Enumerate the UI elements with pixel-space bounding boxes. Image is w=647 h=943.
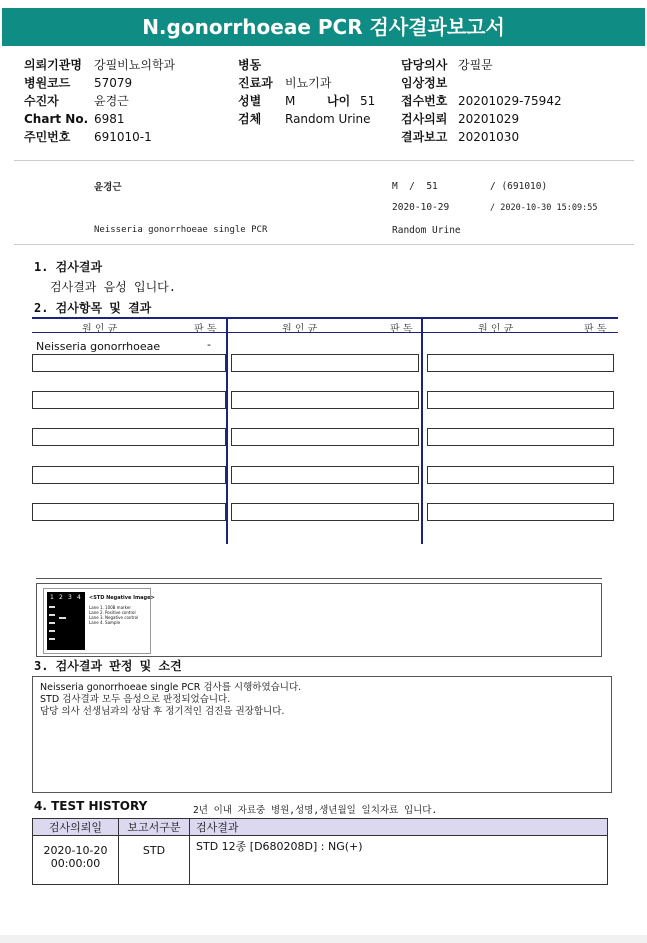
result-cell xyxy=(32,391,226,409)
opinion-line: Neisseria gonorrhoeae single PCR 검사를 시행하였습니다. xyxy=(40,682,302,693)
value-sex: M xyxy=(285,94,296,108)
section1-result: 검사결과 음성 입니다. xyxy=(50,280,177,294)
value-report-date: 20201030 xyxy=(458,130,520,144)
opinion-line: STD 검사결과 모두 음성으로 판정되었습니다. xyxy=(40,694,231,705)
patient-report-time: / 2020-10-30 15:09:55 xyxy=(490,203,598,213)
result-cell xyxy=(427,391,614,409)
label-ward: 병동 xyxy=(238,58,262,72)
patient-name: 윤경근 xyxy=(94,182,122,193)
col-judge-2: 판 독 xyxy=(390,324,413,335)
col-organism-3: 원 인 균 xyxy=(478,324,514,335)
value-hospital-code: 57079 xyxy=(94,76,133,90)
result-cell xyxy=(231,428,419,446)
value-receipt-no: 20201029-75942 xyxy=(458,94,562,108)
result-organism: Neisseria gonorrhoeae xyxy=(36,340,161,353)
gel-band xyxy=(49,638,55,640)
table-divider-1 xyxy=(226,318,228,544)
label-sex: 성별 xyxy=(238,94,262,108)
gel-band xyxy=(59,617,66,619)
opinion-line: 담당 의사 선생님과의 상담 후 정기적인 검진을 권장합니다. xyxy=(40,706,285,717)
report-title: N.gonorrhoeae PCR 검사결과보고서 xyxy=(2,8,645,46)
value-department: 비뇨기과 xyxy=(285,76,332,90)
section1-title: 1. 검사결과 xyxy=(34,260,103,274)
patient-date: 2020-10-29 xyxy=(392,202,450,213)
value-patient: 윤경근 xyxy=(94,94,129,108)
result-cell xyxy=(427,503,614,521)
history-header-type: 보고서구분 xyxy=(119,819,190,836)
history-table xyxy=(32,818,608,885)
result-cell xyxy=(231,391,419,409)
lane-number: 2 xyxy=(59,594,63,601)
gel-band xyxy=(49,606,55,608)
patient-test: Neisseria gonorrhoeae single PCR xyxy=(94,225,268,235)
header-divider xyxy=(14,160,634,161)
value-requesting-clinic: 강필비뇨의학과 xyxy=(94,58,176,72)
table-row xyxy=(33,836,608,885)
gel-title: <STD Negative Image> xyxy=(89,595,155,601)
gel-legend-item: Lane 3. Negative control xyxy=(89,615,139,620)
label-department: 진료과 xyxy=(238,76,273,90)
result-cell xyxy=(32,354,226,372)
gel-image-frame xyxy=(36,583,602,657)
section2-title: 2. 검사항목 및 결과 xyxy=(34,301,152,315)
label-chart-no: Chart No. xyxy=(24,112,89,126)
history-note: 2년 이내 자료중 병원,성명,생년월일 일치자료 입니다. xyxy=(193,805,438,816)
result-cell xyxy=(427,466,614,484)
result-cell xyxy=(231,466,419,484)
label-resident-no: 주민번호 xyxy=(24,130,71,144)
result-cell xyxy=(32,466,226,484)
image-top-rule xyxy=(36,578,602,579)
value-age: 51 xyxy=(360,94,376,108)
value-request-date: 20201029 xyxy=(458,112,520,126)
patient-specimen: Random Urine xyxy=(392,225,461,236)
gel-legend-item: Lane 1. 100B marker xyxy=(89,605,131,610)
value-doctor: 강필문 xyxy=(458,58,493,72)
label-clinical-info: 임상정보 xyxy=(401,76,448,90)
col-organism-1: 원 인 균 xyxy=(82,324,118,335)
patient-birth: / (691010) xyxy=(490,181,548,192)
table-divider-2 xyxy=(421,318,423,544)
table-header-rule xyxy=(32,332,618,333)
header-col2 xyxy=(238,56,375,128)
label-specimen: 검체 xyxy=(238,112,262,126)
result-cell xyxy=(231,354,419,372)
history-date: 2020-10-20 xyxy=(43,844,108,857)
value-resident-no: 691010-1 xyxy=(94,130,152,144)
lane-number: 4 xyxy=(77,594,81,601)
gel-band xyxy=(49,622,55,624)
opinion-box xyxy=(32,676,612,793)
patient-divider xyxy=(14,244,634,245)
history-header-result: 검사결과 xyxy=(190,819,608,836)
history-time: 00:00:00 xyxy=(50,857,101,870)
section3-title: 3. 검사결과 판정 및 소견 xyxy=(34,659,182,673)
section4-title: 4. TEST HISTORY xyxy=(34,799,148,813)
gel-legend-item: Lane 4. Sample xyxy=(89,620,121,625)
label-report-date: 결과보고 xyxy=(401,130,448,144)
history-date-cell xyxy=(33,836,119,885)
label-hospital-code: 병원코드 xyxy=(24,76,71,90)
history-type: STD xyxy=(119,836,190,885)
gel-band xyxy=(49,630,55,632)
col-judge-3: 판 독 xyxy=(584,324,607,335)
history-header-date: 검사의뢰일 xyxy=(33,819,119,836)
gel-band xyxy=(49,614,55,616)
result-value: - xyxy=(207,338,211,351)
label-receipt-no: 접수번호 xyxy=(401,94,448,108)
table-top-rule xyxy=(32,317,618,319)
lane-number: 1 xyxy=(50,594,54,601)
header-col1 xyxy=(24,56,175,146)
col-organism-2: 원 인 균 xyxy=(282,324,318,335)
col-judge-1: 판 독 xyxy=(194,324,217,335)
result-cell xyxy=(231,503,419,521)
result-cell xyxy=(427,354,614,372)
history-result: STD 12종 [D680208D] : NG(+) xyxy=(190,836,608,885)
gel-lanes xyxy=(47,592,85,650)
header-col3 xyxy=(401,56,562,146)
patient-sex-age: M / 51 xyxy=(392,181,438,192)
value-chart-no: 6981 xyxy=(94,112,125,126)
label-doctor: 담당의사 xyxy=(401,58,448,72)
label-request-date: 검사의뢰 xyxy=(401,112,448,126)
gel-image xyxy=(43,588,155,654)
label-patient: 수진자 xyxy=(24,94,59,108)
result-cell xyxy=(32,503,226,521)
lane-number: 3 xyxy=(68,594,72,601)
gel-legend-item: Lane 2. Positive control xyxy=(89,610,136,615)
label-age: 나이 xyxy=(327,94,351,108)
result-cell xyxy=(32,428,226,446)
value-specimen: Random Urine xyxy=(285,112,371,126)
label-requesting-clinic: 의뢰기관명 xyxy=(24,58,82,72)
result-cell xyxy=(427,428,614,446)
